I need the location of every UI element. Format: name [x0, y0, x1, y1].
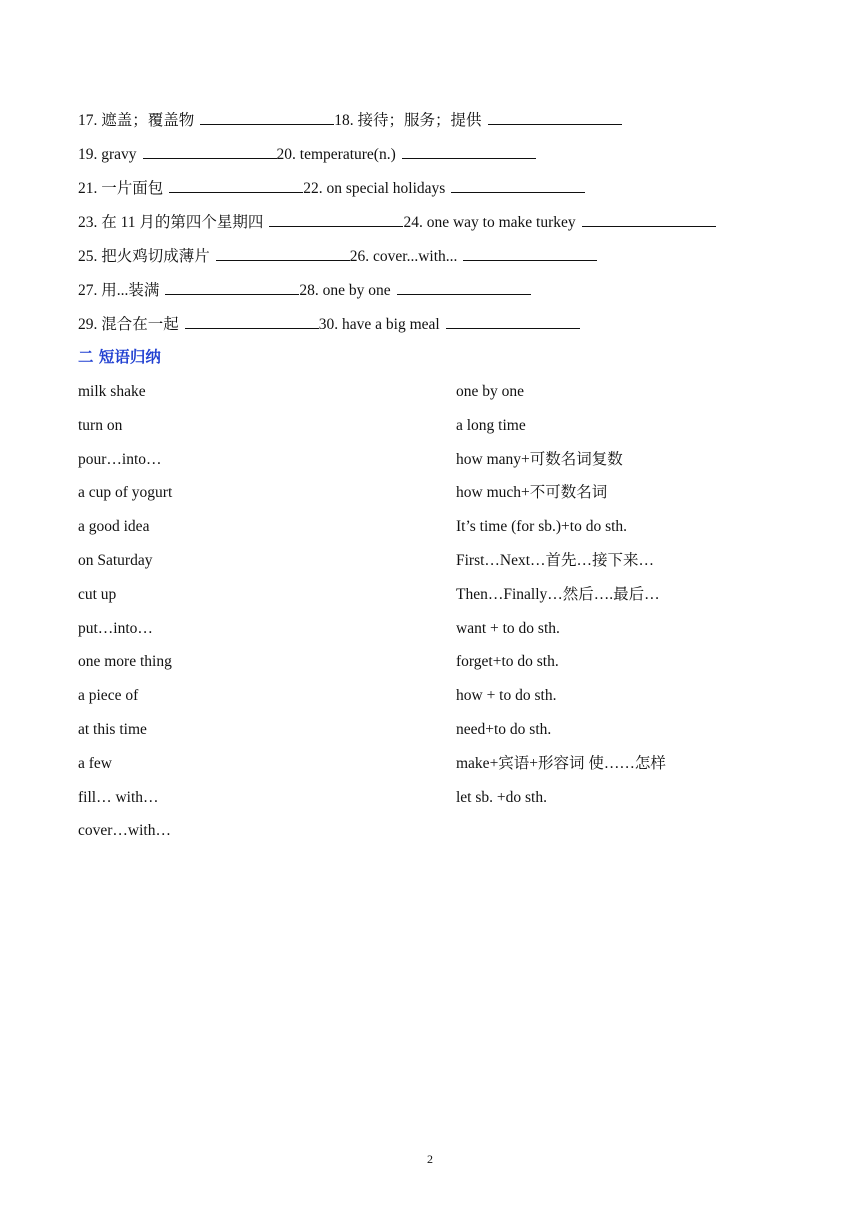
exercise-item-21: 21. 一片面包	[78, 180, 164, 197]
exercise-line-23-24	[78, 211, 716, 235]
phrase-list-right	[456, 380, 666, 819]
phrase-item: First…Next…首先…接下来…	[456, 551, 655, 569]
phrase-item: make+宾语+形容词 使……怎样	[456, 754, 666, 772]
exercise-item-17: 17. 遮盖；覆盖物	[78, 112, 195, 129]
exercise-line-27-28	[78, 279, 531, 303]
exercise-item-24: 24. one way to make turkey	[403, 214, 576, 231]
phrase-item: forget+to do sth.	[456, 653, 559, 671]
answer-blank-21[interactable]	[169, 177, 303, 193]
phrase-item: one more thing	[78, 653, 172, 671]
exercise-item-26: 26. cover...with...	[349, 248, 458, 265]
phrase-item: Then…Finally…然后….最后…	[456, 585, 660, 603]
phrase-item: need+to do sth.	[456, 720, 552, 738]
page-number: 2	[427, 1152, 433, 1166]
phrase-item: fill… with…	[78, 788, 159, 806]
phrase-item: It’s time (for sb.)+to do sth.	[456, 518, 628, 536]
answer-blank-30[interactable]	[446, 313, 580, 329]
phrase-item: pour…into…	[78, 450, 162, 468]
exercise-item-28: 28. one by one	[299, 282, 391, 299]
answer-blank-22[interactable]	[451, 177, 585, 193]
exercise-item-22: 22. on special holidays	[303, 180, 446, 197]
phrase-item: at this time	[78, 720, 147, 738]
phrase-item: how much+不可数名词	[456, 484, 608, 502]
exercise-item-20: 20. temperature(n.)	[276, 146, 396, 163]
exercise-item-18: 18. 接待；服务；提供	[334, 112, 482, 129]
phrase-item: a few	[78, 754, 112, 772]
phrase-item: milk shake	[78, 383, 146, 400]
answer-blank-19[interactable]	[143, 143, 277, 159]
exercise-line-21-22	[78, 177, 585, 201]
phrase-item: how + to do sth.	[456, 687, 557, 705]
phrase-item: a piece of	[78, 687, 139, 705]
phrase-item: how many+可数名词复数	[456, 450, 623, 468]
phrase-item: a good idea	[78, 518, 150, 536]
answer-blank-17[interactable]	[200, 109, 334, 125]
phrase-item: a long time	[456, 416, 526, 434]
exercise-item-25: 25. 把火鸡切成薄片	[78, 248, 210, 265]
phrase-item: turn on	[78, 416, 123, 434]
phrase-list-left	[78, 380, 172, 853]
answer-blank-27[interactable]	[165, 279, 299, 295]
exercise-line-19-20	[78, 143, 536, 167]
exercise-item-27: 27. 用...装满	[78, 282, 160, 299]
answer-blank-24[interactable]	[582, 211, 716, 227]
answer-blank-20[interactable]	[402, 143, 536, 159]
answer-blank-23[interactable]	[269, 211, 403, 227]
exercise-line-17-18	[78, 109, 622, 133]
phrase-item: cover…with…	[78, 822, 171, 840]
phrase-item: put…into…	[78, 619, 153, 637]
exercise-item-23: 23. 在 11 月的第四个星期四	[78, 214, 264, 231]
exercise-item-19: 19. gravy	[78, 146, 137, 163]
phrase-item: cut up	[78, 585, 117, 603]
exercise-item-30: 30. have a big meal	[318, 316, 440, 333]
exercise-item-29: 29. 混合在一起	[78, 316, 179, 333]
phrase-item: want + to do sth.	[456, 619, 560, 637]
phrase-item: one by one	[456, 383, 525, 400]
answer-blank-28[interactable]	[397, 279, 531, 295]
exercise-line-25-26	[78, 245, 597, 269]
answer-blank-26[interactable]	[463, 245, 597, 261]
phrase-item: a cup of yogurt	[78, 484, 173, 502]
section-heading: 二 短语归纳	[78, 348, 161, 366]
answer-blank-29[interactable]	[185, 313, 319, 329]
answer-blank-25[interactable]	[216, 245, 350, 261]
phrase-item: on Saturday	[78, 551, 153, 569]
exercise-line-29-30	[78, 313, 580, 337]
phrase-item: let sb. +do sth.	[456, 788, 547, 806]
answer-blank-18[interactable]	[488, 109, 622, 125]
